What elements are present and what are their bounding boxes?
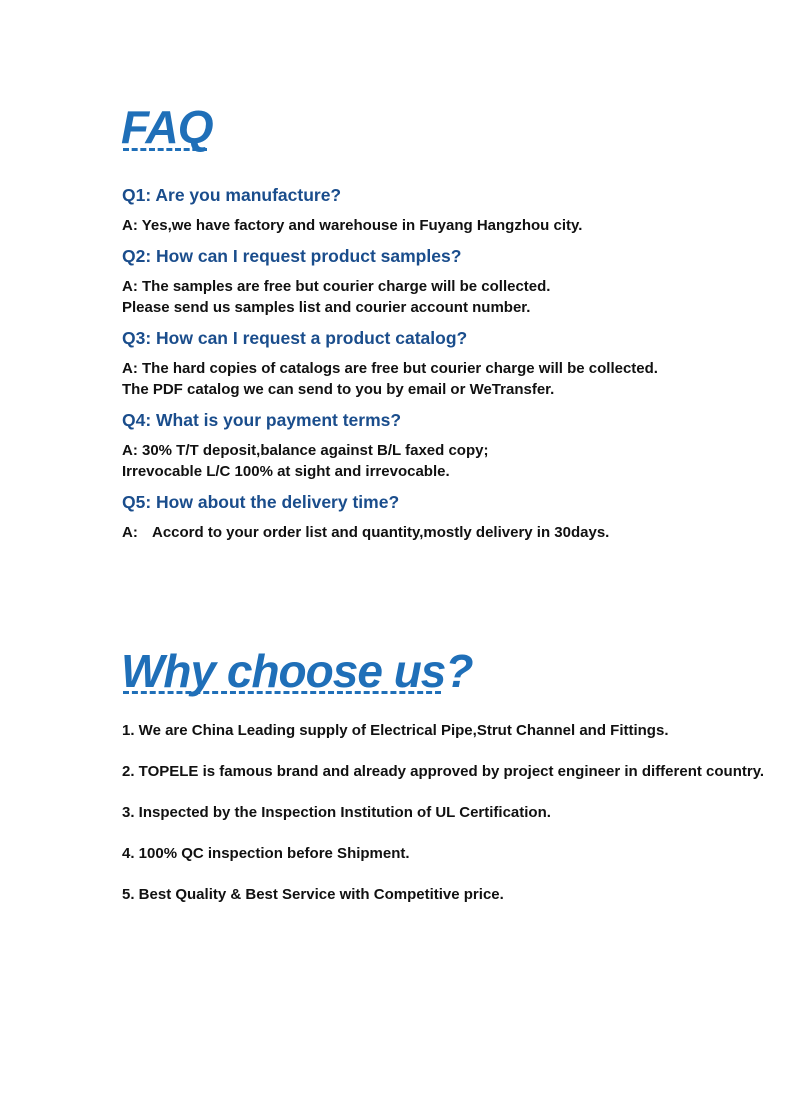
why-item-2: 2. TOPELE is famous brand and already approved by project engineer in different country. — [122, 763, 765, 780]
faq-answer-1-line-1: A: Yes,we have factory and warehouse in Fuyang Hangzhou city. — [122, 217, 583, 234]
faq-question-1: Q1: Are you manufacture? — [122, 185, 342, 205]
faq-heading-text: FAQ — [121, 101, 213, 153]
faq-answer-4-line-2: Irrevocable L/C 100% at sight and irrevocable. — [122, 463, 450, 480]
faq-answer-2-line-1: A: The samples are free but courier charge will be collected. — [122, 278, 551, 295]
faq-item-5 — [122, 491, 782, 543]
why-item-5: 5. Best Quality & Best Service with Competitive price. — [122, 886, 504, 903]
why-choose-us-list — [122, 720, 782, 925]
faq-question-2: Q2: How can I request product samples? — [122, 246, 462, 266]
faq-answer-5-text: Accord to your order list and quantity,mostly delivery in 30days. — [152, 524, 610, 541]
faq-answer-3-line-2: The PDF catalog we can send to you by email or WeTransfer. — [122, 381, 555, 398]
faq-answer-5-prefix: A: — [122, 524, 138, 541]
faq-answer-2 — [122, 276, 782, 318]
faq-item-3 — [122, 327, 782, 400]
faq-answer-1 — [122, 215, 782, 236]
faq-answer-3-line-1: A: The hard copies of catalogs are free but courier charge will be collected. — [122, 360, 658, 377]
faq-answer-4-line-1: A: 30% T/T deposit,balance against B/L faxed copy; — [122, 442, 489, 459]
faq-answer-5 — [122, 522, 782, 543]
faq-answer-2-line-2: Please send us samples list and courier account number. — [122, 299, 531, 316]
why-choose-us-heading-text: Why choose us? — [121, 645, 473, 697]
why-choose-us-heading-underline — [123, 691, 441, 694]
faq-answer-3 — [122, 358, 782, 400]
why-item-1: 1. We are China Leading supply of Electrical Pipe,Strut Channel and Fittings. — [122, 722, 669, 739]
why-choose-us-heading — [121, 645, 473, 697]
faq-heading-underline — [123, 148, 207, 151]
why-item-4: 4. 100% QC inspection before Shipment. — [122, 845, 410, 862]
faq-item-1 — [122, 184, 782, 236]
faq-item-4 — [122, 409, 782, 482]
faq-question-4: Q4: What is your payment terms? — [122, 410, 402, 430]
why-item-3: 3. Inspected by the Inspection Institution of UL Certification. — [122, 804, 551, 821]
faq-item-2 — [122, 245, 782, 318]
faq-answer-4 — [122, 440, 782, 482]
faq-question-5: Q5: How about the delivery time? — [122, 492, 400, 512]
faq-heading — [121, 101, 213, 153]
faq-question-3: Q3: How can I request a product catalog? — [122, 328, 468, 348]
